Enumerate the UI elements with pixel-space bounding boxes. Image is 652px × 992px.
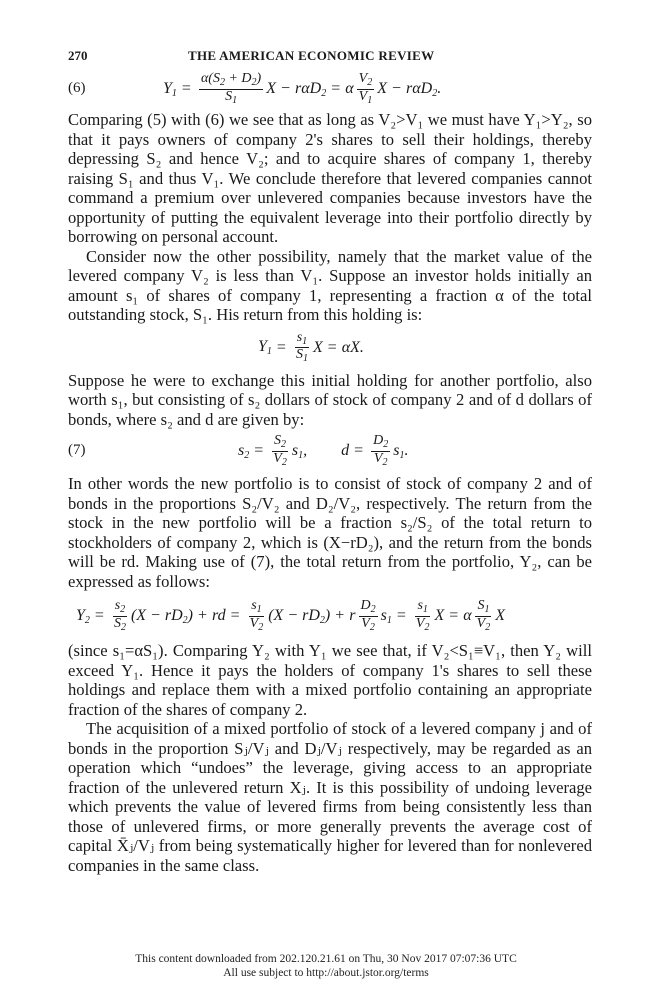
terms-link[interactable]: All use subject to http://about.jstor.org/terms [223, 967, 429, 979]
equation-7-body: $s_2$ = $\frac{S_2}{V_2}$ $s_1$, d = $\frac{D_2}{V_2}$ $s_1$. [238, 433, 409, 468]
page-number: 270 [68, 48, 88, 63]
jstor-footer [0, 952, 652, 980]
equation-y2-body: $Y_2$ = $\frac{s_2}{S_2}$ $(X - rD_2)$ + rd = $\frac{s_1}{V_2}$ $(X - rD_2)$ + r $\frac{D_2}{V_2}$ $s_1$ = $\frac{s_1}{V_2}$ X = α $\frac{S_1}{V_2}$ X [76, 598, 506, 633]
equation-6-body: $Y_1$ = $\frac{\alpha(S_2 + D_2)}{S_1}$ X − rαD$_2$ = α $\frac{V_2}{V_1}$ X − rαD$_2$. [163, 71, 442, 106]
journal-title: THE AMERICAN ECONOMIC REVIEW [188, 48, 435, 63]
equation-7-number: (7) [68, 442, 86, 458]
paragraph-exchange: Suppose he were to exchange this initial holding for another portfolio, also worth s₁, but consisting of s₂ dollars of stock of company 2 and of d dollars of bonds, where s₂ and d are given by: [68, 370, 592, 429]
equation-6 [68, 70, 592, 108]
article-page [68, 48, 592, 875]
paragraph-comparing: Comparing (5) with (6) we see that as long as V₂>V₁ we must have Y₁>Y₂, so that it pays owners of company 2's shares to sell their holdings, thereby depressing S₂ and hence V₂; and to acquire shares of company 1, thereby raising S₁ and thus V₁. We conclude therefore that levered companies cannot command a premium over unlevered companies because investors have the opportunity of putting the equivalent leverage into their portfolio directly by borrowing on personal account. [68, 110, 592, 246]
page-header [68, 48, 592, 68]
download-notice: This content downloaded from 202.120.21.61 on Thu, 30 Nov 2017 07:07:36 UTC [135, 953, 517, 965]
equation-7 [68, 432, 592, 470]
equation-return [68, 329, 592, 367]
equation-y2 [68, 595, 592, 637]
paragraph-acquisition: The acquisition of a mixed portfolio of stock of a levered company j and of bonds in the proportion Sⱼ/Vⱼ and Dⱼ/Vⱼ respectively, may be regarded as an operation which “undoes” the leverage, giving access to an appropriate fraction of the unlevered return Xⱼ. It is this possibility of undoing leverage which prevents the value of levered firms from being consistently less than those of unlevered firms, or more generally prevents the average cost of capital X̄ⱼ/Vⱼ from being systematically higher for levered than for nonlevered companies in the same class. [68, 719, 592, 875]
paragraph-since: (since s₁=αS₁). Comparing Y₂ with Y₁ we see that, if V₂<S₁≡V₁, then Y₂ will exceed Y₁. Hence it pays the holders of company 1's shares to sell these holdings and replace them with a mixed portfolio containing an appropriate fraction of the shares of company 2. [68, 641, 592, 719]
equation-6-number: (6) [68, 80, 86, 96]
paragraph-other-possibility: Consider now the other possibility, namely that the market value of the levered company V₂ is less than V₁. Suppose an investor holds initially an amount s₁ of shares of company 1, representing a fraction α of the total outstanding stock, S₁. His return from this holding is: [68, 246, 592, 324]
paragraph-new-portfolio: In other words the new portfolio is to consist of stock of company 2 and of bonds in the proportions S₂/V₂ and D₂/V₂, respectively. The return from the stock in the new portfolio will be a fraction s₂/S₂ of the total return to stockholders of company 2, which is (X−rD₂), and the return from the bonds will be rd. Making use of (7), the total return from the portfolio, Y₂, can be expressed as follows: [68, 474, 592, 591]
equation-return-body: $Y_1$ = $\frac{s_1}{S_1}$ X = αX. [258, 329, 364, 364]
